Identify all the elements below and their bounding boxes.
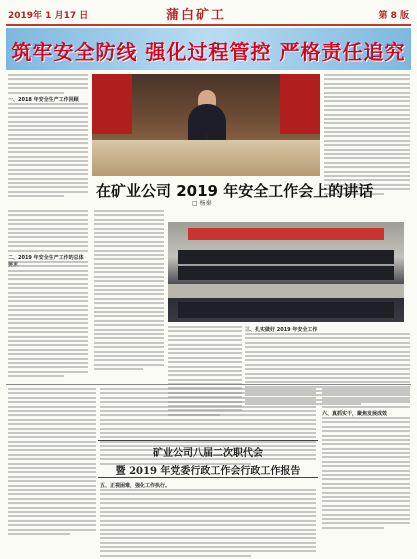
article2-title-line1: 矿业公司八届二次职代会: [153, 448, 263, 459]
page-number: 第 8 版: [378, 11, 409, 21]
article2-column-left: [8, 388, 96, 537]
speaker-photo: [92, 74, 320, 176]
article1-section-head: 二、2019 年安全生产工作的总体: [8, 254, 84, 261]
article2-section-head: 五、正视困难，强化工作执行。: [100, 483, 171, 489]
slogan-banner: [6, 28, 411, 70]
article1-body-col1: [8, 210, 88, 379]
article2-section-head: 六、真抓实干，聚焦发展成效: [322, 410, 388, 417]
article-divider: [6, 384, 411, 385]
page-header: [6, 4, 411, 26]
article2-column-mid: [100, 480, 316, 559]
article1-title-box: [96, 176, 406, 208]
article2-column-right: [322, 388, 410, 531]
newspaper-name: 蒲白矿工: [166, 8, 227, 23]
article2-title: [100, 444, 316, 477]
meeting-photo: [168, 222, 404, 322]
article1-section-head: 一、2018 年安全生产工作回顾: [8, 96, 79, 103]
article2-title-line2: 暨 2019 年党委行政工作会行政工作报告: [115, 466, 301, 477]
issue-date: 2019年 1 月17 日: [8, 11, 89, 21]
article1-byline: □ 杨秦: [192, 200, 212, 207]
article1-column-left: [8, 74, 88, 200]
article1-section-head: 三、扎实做好 2019 年安全工作: [245, 327, 318, 333]
slogan-text: 筑牢安全防线 强化过程管控 严格责任追究: [11, 40, 406, 64]
article1-body-col2: [94, 210, 164, 372]
article1-title: 在矿业公司 2019 年安全工作会上的讲话: [96, 182, 374, 200]
